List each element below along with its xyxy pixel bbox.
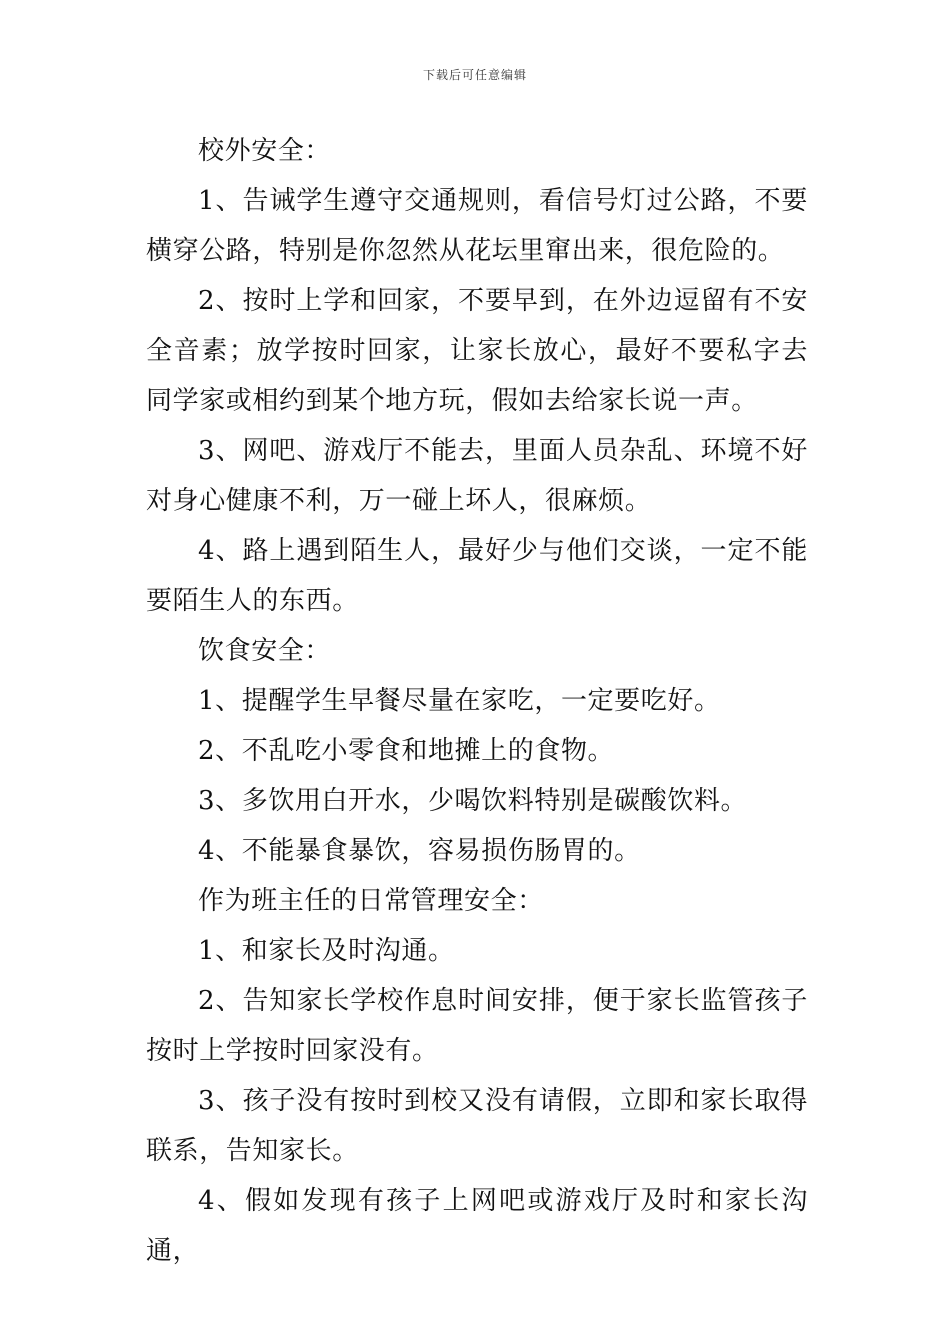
header-note: 下载后可任意编辑 — [422, 68, 527, 82]
section-heading-food-safety: 饮食安全： — [198, 636, 332, 666]
paragraph-item: 4、不能暴食暴饮，容易损伤肠胃的。 — [198, 836, 641, 866]
paragraph-item: 3、多饮用白开水，少喝饮料特别是碳酸饮料。 — [198, 786, 748, 816]
paragraph-item: 4、路上遇到陌生人，最好少与他们交谈，一定不能要陌生人的东西。 — [146, 536, 808, 616]
paragraph-item: 3、网吧、游戏厅不能去，里面人员杂乱、环境不好对身心健康不利，万一碰上坏人，很麻烦。 — [146, 436, 808, 516]
paragraph-item: 1、提醒学生早餐尽量在家吃，一定要吃好。 — [198, 686, 721, 716]
paragraph-item: 4、假如发现有孩子上网吧或游戏厅及时和家长沟通， — [146, 1186, 808, 1266]
document-body — [146, 126, 808, 1276]
paragraph-item: 2、不乱吃小零食和地摊上的食物。 — [198, 736, 615, 766]
section-heading-class-management: 作为班主任的日常管理安全： — [198, 886, 544, 916]
paragraph-item: 3、孩子没有按时到校又没有请假，立即和家长取得联系，告知家长。 — [146, 1086, 808, 1166]
paragraph-item: 2、告知家长学校作息时间安排，便于家长监管孩子按时上学按时回家没有。 — [146, 986, 808, 1066]
paragraph-item: 1、和家长及时沟通。 — [198, 936, 455, 966]
paragraph-item: 1、告诫学生遵守交通规则，看信号灯过公路，不要横穿公路，特别是你忽然从花坛里窜出来，很危险的。 — [146, 186, 808, 266]
section-heading-off-campus: 校外安全： — [198, 136, 332, 166]
paragraph-item: 2、按时上学和回家，不要早到，在外边逗留有不安全音素；放学按时回家，让家长放心，最好不要私字去同学家或相约到某个地方玩，假如去给家长说一声。 — [146, 286, 808, 416]
